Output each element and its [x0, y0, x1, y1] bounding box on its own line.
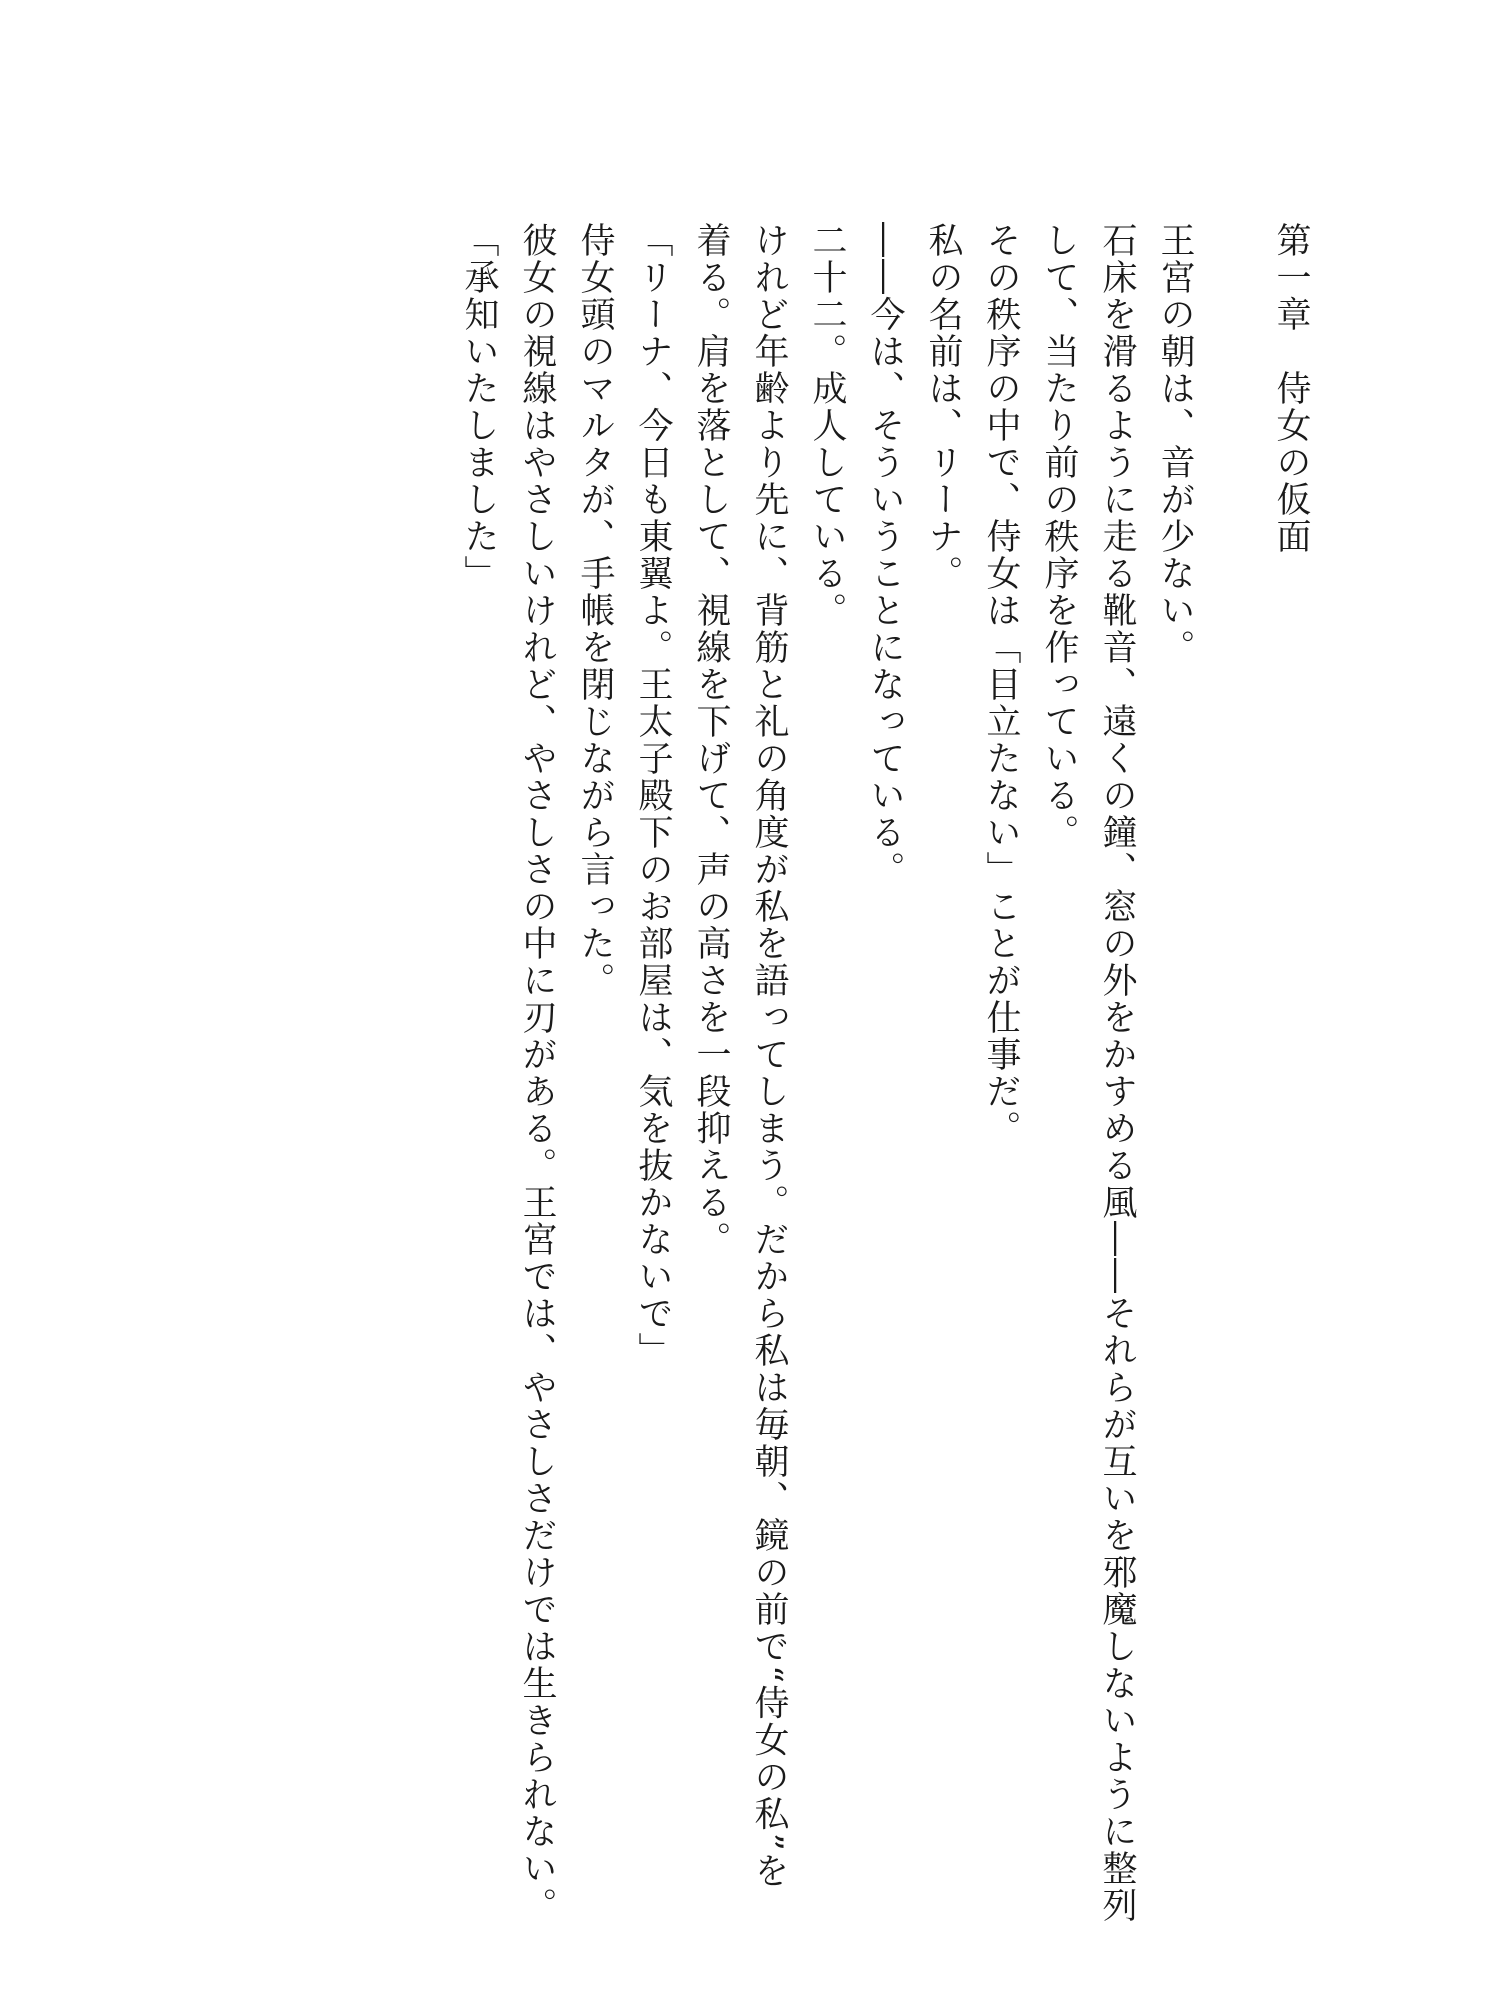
text-line: 「リーナ、今日も東翼よ。王太子殿下のお部屋は、気を抜かないで」 [633, 222, 673, 1369]
text-line: 「承知いたしました」 [459, 222, 499, 592]
text-line: けれど年齢より先に、背筋と礼の角度が私を語ってしまう。だから私は毎朝、鏡の前で“侍女の私”を [749, 222, 789, 1890]
text-line: 侍女頭のマルタが、手帳を閉じながら言った。 [575, 222, 615, 999]
text-line: 着る。肩を落として、視線を下げて、声の高さを一段抑える。 [691, 222, 731, 1258]
vertical-text-block [450, 222, 1320, 1924]
text-line: ――今は、そういうことになっている。 [865, 222, 905, 888]
text-line: 彼女の視線はやさしいけれど、やさしさの中に刃がある。王宮では、やさしさだけでは生きられない。 [517, 222, 557, 1924]
text-line: して、当たり前の秩序を作っている。 [1039, 222, 1079, 851]
text-line: 石床を滑るように走る靴音、遠くの鐘、窓の外をかすめる風――それらが互いを邪魔しないように整列 [1097, 222, 1137, 1924]
text-line: 私の名前は、リーナ。 [923, 222, 963, 592]
text-line: 二十二。成人している。 [807, 222, 847, 629]
text-line: その秩序の中で、侍女は「目立たない」ことが仕事だ。 [981, 222, 1021, 1147]
chapter-title: 第一章 侍女の仮面 [1271, 222, 1311, 555]
text-line: 王宮の朝は、音が少ない。 [1155, 222, 1195, 666]
